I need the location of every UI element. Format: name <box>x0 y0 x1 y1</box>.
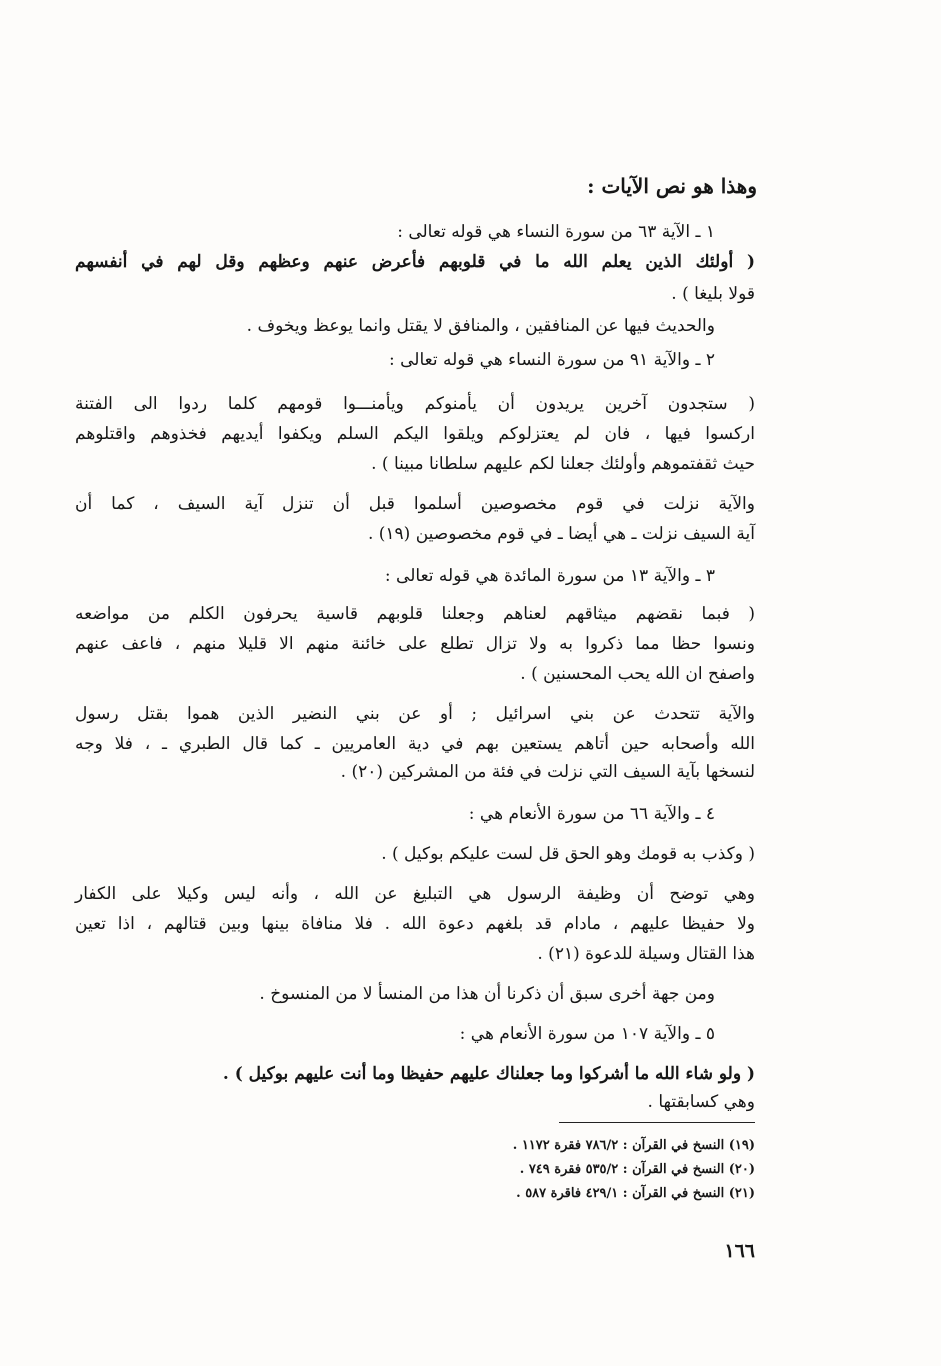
text-line: ( ستجدون آخرين يريدون أن يأمنوكم ويأمنـــوا قومهم كلما ردوا الى الفتنة <box>75 394 755 414</box>
text-line: ( ولو شاء الله ما أشركوا وما جعلناك عليهم حفيظا وما أنت عليهم بوكيل ) . <box>222 1064 755 1084</box>
text-line: ٣ ـ والآية ١٣ من سورة المائدة هي قوله تعالى : <box>384 566 715 586</box>
text-line: ولا حفيظا عليهم ، مادام قد بلغهم دعوة الله . فلا منافاة بينها وبين قتالهم ، اذا تعين <box>75 914 755 934</box>
footnote: (٢٠) النسخ في القرآن : ٥٣٥/٢ فقرة ٧٤٩ . <box>519 1162 755 1177</box>
text-line: ونسوا حظا مما ذكروا به ولا تزال تطلع على خائنة منهم الا قليلا منهم ، فاعف عنهم <box>75 634 755 654</box>
text-line: ٢ ـ والآية ٩١ من سورة النساء هي قوله تعالى : <box>389 350 715 370</box>
text-line: ومن جهة أخرى سبق أن ذكرنا أن هذا من المنسأ لا من المنسوخ . <box>259 984 715 1004</box>
footnote-divider <box>559 1122 755 1123</box>
text-line: ٥ ـ والآية ١٠٧ من سورة الأنعام هي : <box>459 1024 715 1044</box>
text-line: ( أولئك الذين يعلم الله ما في قلوبهم فأعرض عنهم وعظهم وقل لهم في أنفسهم <box>75 252 755 272</box>
footnote: (١٩) النسخ في القرآن : ٧٨٦/٢ فقرة ١١٧٢ . <box>512 1138 755 1153</box>
footnote: (٢١) النسخ في القرآن : ٤٢٩/١ فاقرة ٥٨٧ . <box>516 1186 755 1201</box>
text-line: والحديث فيها عن المنافقين ، والمنافق لا يقتل وانما يوعظ ويخوف . <box>246 316 715 336</box>
text-line: قولا بليغا ) . <box>671 284 755 304</box>
text-line: والآية تتحدث عن بني اسرائيل ; أو عن بني النضير الذين هموا بقتل رسول <box>75 704 755 724</box>
text-line: الله وأصحابه حين أتاهم يستعين بهم في دية العامريين ـ كما قال الطبري ـ ، فلا وجه <box>75 734 755 754</box>
text-line: آية السيف نزلت ـ هي أيضا ـ في قوم مخصوصين (١٩) . <box>367 524 755 544</box>
text-line: حيث ثقفتموهم وأولئك جعلنا لكم عليهم سلطانا مبينا ) . <box>371 454 755 474</box>
text-line: ٤ ـ والآية ٦٦ من سورة الأنعام هي : <box>468 804 715 824</box>
section-heading: وهذا هو نص الآيات : <box>587 174 757 198</box>
text-line: واصفح ان الله يحب المحسنين ) . <box>520 664 755 684</box>
text-line: هذا القتال وسيلة للدعوة (٢١) . <box>537 944 755 964</box>
text-line: ( فبما نقضهم ميثاقهم لعناهم وجعلنا قلوبهم قاسية يحرفون الكلم من مواضعه <box>75 604 755 624</box>
text-line: لنسخها بآية السيف التي نزلت في فئة من المشركين (٢٠) . <box>340 762 755 782</box>
text-line: وهي كسابقتها . <box>647 1092 755 1112</box>
text-line: اركسوا فيها ، فان لم يعتزلوكم ويلقوا اليكم السلم ويكفوا أيديهم فخذوهم واقتلوهم <box>75 424 755 444</box>
text-line: ( وكذب به قومك وهو الحق قل لست عليكم بوكيل ) . <box>381 844 755 864</box>
page-number: ١٦٦ <box>724 1240 755 1262</box>
text-line: وهي توضح أن وظيفة الرسول هي التبليغ عن الله ، وأنه ليس وكيلا على الكفار <box>75 884 755 904</box>
text-line: ١ ـ الآية ٦٣ من سورة النساء هي قوله تعالى : <box>397 222 715 242</box>
text-line: والآية نزلت في قوم مخصوصين أسلموا قبل أن تنزل آية السيف ، كما أن <box>75 494 755 514</box>
